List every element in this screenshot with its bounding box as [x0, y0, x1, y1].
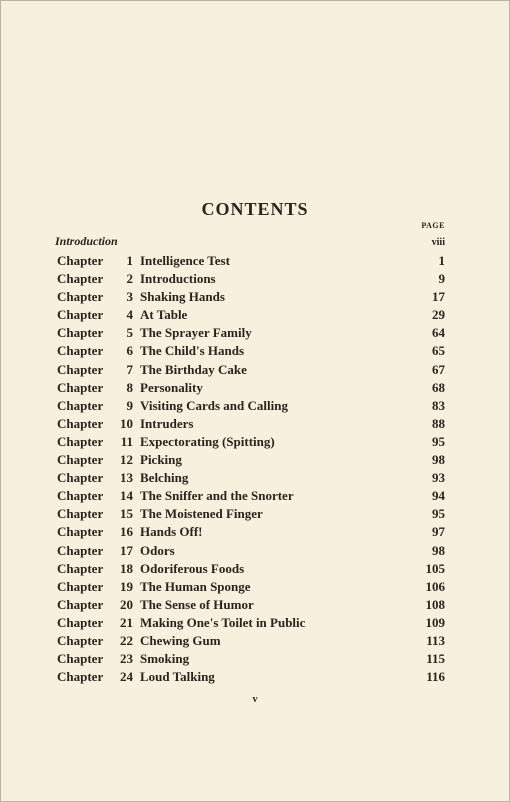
chapter-title: Intelligence Test	[140, 253, 230, 268]
chapter-title: Intruders	[140, 415, 194, 431]
chapter-word: Chapter	[57, 651, 104, 667]
chapter-title: The Child's Hands	[140, 343, 245, 359]
chapter-title: Loud Talking	[140, 669, 215, 685]
toc-row	[57, 398, 445, 416]
page-column-label: PAGE	[421, 221, 445, 230]
toc-row	[57, 307, 445, 325]
chapter-title: Chewing Gum	[140, 632, 221, 648]
toc-row	[57, 289, 445, 307]
toc-row	[57, 524, 445, 542]
chapter-word: Chapter	[57, 578, 104, 594]
chapter-word: Chapter	[57, 488, 104, 504]
chapter-page: 98	[432, 542, 445, 558]
chapter-number: 5	[126, 325, 133, 341]
toc-row	[57, 579, 445, 597]
page-footer-mark: v	[252, 694, 258, 705]
chapter-title: The Human Sponge	[140, 578, 251, 594]
chapter-page: 17	[432, 289, 445, 305]
toc-row	[57, 343, 445, 361]
introduction-page: viii	[431, 237, 445, 248]
toc-row	[57, 416, 445, 434]
chapter-word: Chapter	[57, 669, 104, 685]
chapter-page: 64	[432, 325, 445, 341]
chapter-title: At Table	[140, 307, 188, 323]
chapter-word: Chapter	[57, 271, 104, 287]
chapter-number: 3	[126, 289, 133, 305]
chapter-title: The Sniffer and the Snorter	[140, 488, 294, 504]
chapter-number: 24	[120, 669, 133, 685]
chapter-word: Chapter	[57, 524, 104, 540]
toc-row	[57, 362, 445, 380]
chapter-page: 116	[426, 669, 445, 685]
chapter-word: Chapter	[57, 560, 104, 576]
chapter-word: Chapter	[57, 470, 104, 486]
chapter-number: 7	[126, 361, 133, 377]
chapter-word: Chapter	[57, 289, 104, 305]
chapter-number: 14	[120, 488, 133, 504]
introduction-label: Introduction	[55, 234, 118, 248]
chapter-number: 8	[126, 379, 133, 395]
chapter-title: Hands Off!	[140, 524, 203, 540]
chapter-number: 13	[120, 470, 133, 486]
chapter-number: 6	[126, 343, 133, 359]
chapter-word: Chapter	[57, 379, 104, 395]
toc-row	[57, 253, 445, 271]
chapter-number: 9	[126, 397, 133, 413]
chapter-title: Personality	[140, 379, 203, 395]
chapter-word: Chapter	[57, 415, 104, 431]
chapter-word: Chapter	[57, 343, 104, 359]
toc-row	[57, 633, 445, 651]
chapter-page: 94	[432, 488, 445, 504]
chapter-title: Odoriferous Foods	[140, 560, 245, 576]
chapter-page: 98	[432, 452, 445, 468]
chapter-number: 15	[120, 506, 133, 522]
chapter-page: 105	[425, 560, 445, 576]
chapter-page: 93	[432, 470, 445, 486]
chapter-page: 67	[432, 361, 445, 377]
toc-row	[57, 325, 445, 343]
chapter-page: 108	[425, 596, 445, 612]
chapter-number: 12	[120, 452, 133, 468]
toc-row	[57, 543, 445, 561]
chapter-title: Visiting Cards and Calling	[140, 397, 288, 413]
chapter-number: 11	[120, 433, 133, 449]
chapter-title: Belching	[140, 470, 189, 486]
chapter-page: 9	[438, 271, 445, 287]
toc-row	[57, 506, 445, 524]
chapter-word: Chapter	[57, 325, 104, 341]
chapter-number: 16	[120, 524, 133, 540]
chapter-page: 106	[425, 578, 445, 594]
chapter-word: Chapter	[57, 253, 104, 268]
chapter-number: 10	[120, 415, 133, 431]
chapter-number: 22	[120, 632, 133, 648]
toc-row	[57, 271, 445, 289]
chapter-page: 95	[432, 433, 445, 449]
chapter-title: Picking	[140, 452, 182, 468]
toc-row	[57, 561, 445, 579]
chapter-page: 88	[432, 415, 445, 431]
chapter-number: 19	[120, 578, 133, 594]
chapter-number: 20	[120, 596, 133, 612]
toc-row	[57, 452, 445, 470]
chapter-number: 21	[120, 614, 133, 630]
chapter-number: 1	[126, 253, 133, 268]
chapter-page: 1	[438, 253, 445, 268]
chapter-number: 18	[120, 560, 133, 576]
chapter-title: Expectorating (Spitting)	[140, 433, 275, 449]
chapter-page: 83	[432, 397, 445, 413]
toc-introduction	[55, 234, 445, 249]
chapter-title: Introductions	[140, 271, 216, 287]
chapter-page: 29	[432, 307, 445, 323]
chapter-title: The Birthday Cake	[140, 361, 247, 377]
chapter-page: 68	[432, 379, 445, 395]
chapter-title: Smoking	[140, 651, 190, 667]
chapter-word: Chapter	[57, 397, 104, 413]
toc-row	[57, 488, 445, 506]
chapter-number: 2	[126, 271, 133, 287]
chapter-word: Chapter	[57, 614, 104, 630]
chapter-word: Chapter	[57, 433, 104, 449]
toc-row	[57, 597, 445, 615]
chapter-title: Making One's Toilet in Public	[140, 614, 306, 630]
chapter-number: 17	[120, 542, 133, 558]
chapter-number: 4	[126, 307, 133, 323]
chapter-title: The Sense of Humor	[140, 596, 254, 612]
chapter-number: 23	[120, 651, 133, 667]
chapter-page: 115	[426, 651, 445, 667]
chapter-page: 95	[432, 506, 445, 522]
toc-row	[57, 434, 445, 452]
chapter-page: 109	[425, 614, 445, 630]
chapter-page: 65	[432, 343, 445, 359]
toc-row	[57, 470, 445, 488]
toc-list	[57, 253, 445, 687]
toc-row	[57, 651, 445, 669]
toc-row	[57, 669, 445, 687]
chapter-word: Chapter	[57, 542, 104, 558]
chapter-title: Shaking Hands	[140, 289, 225, 305]
chapter-word: Chapter	[57, 632, 104, 648]
page-title: CONTENTS	[201, 199, 309, 219]
chapter-word: Chapter	[57, 506, 104, 522]
chapter-title: The Sprayer Family	[140, 325, 252, 341]
chapter-word: Chapter	[57, 361, 104, 377]
chapter-word: Chapter	[57, 596, 104, 612]
chapter-page: 113	[426, 632, 445, 648]
chapter-word: Chapter	[57, 452, 104, 468]
toc-row	[57, 380, 445, 398]
chapter-title: Odors	[140, 542, 175, 558]
chapter-page: 97	[432, 524, 445, 540]
chapter-word: Chapter	[57, 307, 104, 323]
toc-row	[57, 615, 445, 633]
chapter-title: The Moistened Finger	[140, 506, 263, 522]
